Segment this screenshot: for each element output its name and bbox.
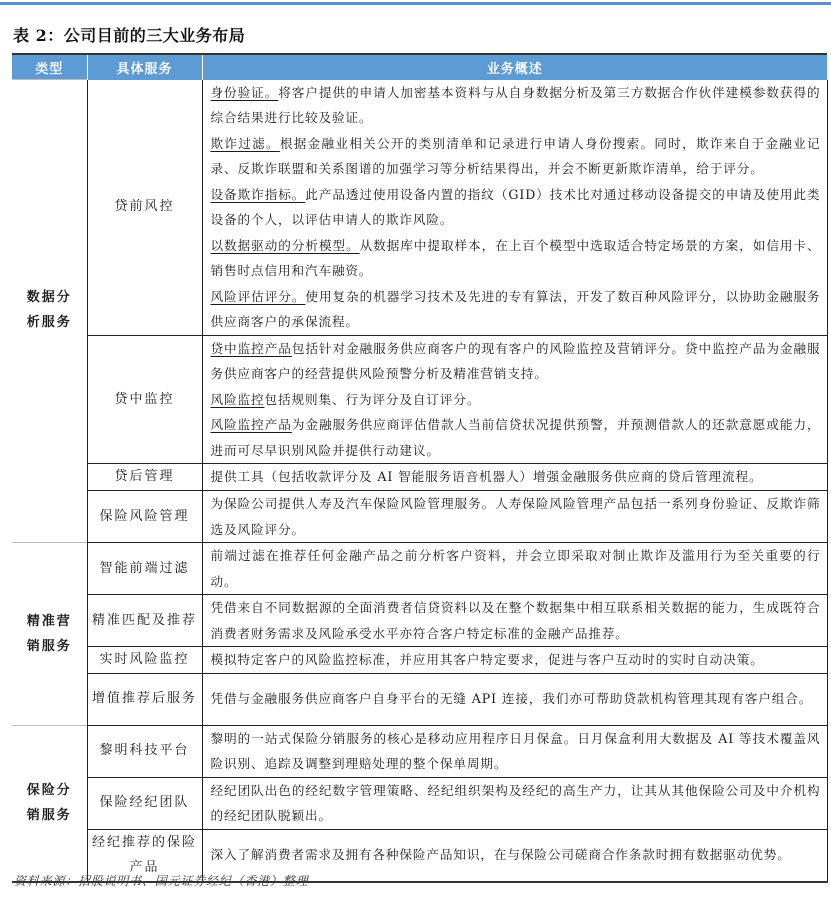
overview-text: 黎明的一站式保险分销服务的核心是移动应用程序日月保盒。日月保盒利用大数据及 AI 等技术覆盖风险识别、追踪及调整到理赔处理的整个保单周期。	[210, 730, 821, 771]
service-cell: 贷前风控	[87, 80, 202, 336]
table-header-row	[12, 54, 827, 80]
overview-lead-term: 风险监控	[210, 391, 265, 407]
service-cell: 贷中监控	[87, 335, 202, 464]
table-row	[12, 543, 827, 595]
overview-cell	[202, 777, 827, 829]
overview-text: 前端过滤在推荐任何金融产品之前分析客户资料，并会立即采取对制止欺诈及滥用行为至关重要的行动。	[210, 548, 821, 589]
overview-cell	[202, 673, 827, 725]
overview-text: 深入了解消费者需求及拥有各种保险产品知识，在与保险公司磋商合作条款时拥有数据驱动优势。	[210, 847, 791, 863]
overview-paragraph	[211, 412, 821, 463]
service-cell: 贷后管理	[87, 464, 202, 491]
service-cell: 黎明科技平台	[87, 725, 202, 777]
type-cell	[12, 543, 87, 726]
service-cell: 经纪推荐的保险产品	[87, 829, 202, 882]
overview-paragraph	[211, 284, 821, 335]
table-row	[12, 464, 827, 491]
overview-cell	[202, 595, 827, 647]
overview-text: 模拟特定客户的风险监控标准，并应用其客户特定要求，促进与客户互动时的实时自动决策。	[210, 652, 764, 667]
overview-paragraph	[211, 595, 821, 646]
overview-lead-term: 设备欺诈指标。	[210, 186, 306, 202]
table-body	[12, 80, 827, 882]
table-row	[12, 335, 827, 464]
header-overview: 业务概述	[202, 54, 827, 80]
overview-cell	[202, 725, 827, 777]
overview-paragraph	[211, 387, 821, 413]
overview-paragraph	[211, 647, 821, 673]
overview-text: 提供工具（包括收款评分及 AI 智能服务语音机器人）增强金融服务供应商的贷后管理流程。	[210, 469, 763, 485]
overview-text: 凭借与金融服务供应商客户自身平台的无缝 API 连接，我们亦可帮助贷款机构管理其现有客户组合。	[210, 691, 813, 707]
overview-cell	[202, 335, 827, 464]
overview-cell	[202, 491, 827, 543]
service-cell: 增值推荐后服务	[87, 673, 202, 725]
overview-lead-term: 身份验证。	[210, 84, 279, 100]
overview-paragraph	[211, 842, 821, 868]
overview-lead-term: 风险评估评分。	[210, 288, 306, 304]
service-cell: 实时风险监控	[87, 647, 202, 674]
overview-text: 凭借来自不同数据源的全面消费者信贷资料以及在整个数据集中相互联系相关数据的能力，生成既符合消费者财务需求及风险承受水平亦符合客户特定标准的金融产品推荐。	[210, 600, 821, 641]
overview-paragraph	[211, 778, 821, 829]
overview-paragraph	[211, 80, 821, 131]
overview-lead-term: 欺诈过滤。	[210, 135, 280, 151]
overview-paragraph	[211, 336, 821, 387]
type-label-line1: 保险分	[26, 783, 72, 798]
table-row	[12, 647, 827, 674]
table-row	[12, 595, 827, 647]
overview-text: 此产品透过使用设备内置的指纹（GID）技术比对通过移动设备提交的申请及使用此类设备的个人，以评估申请人的欺诈风险。	[210, 186, 821, 227]
business-layout-table	[12, 53, 828, 883]
overview-paragraph	[211, 491, 821, 542]
overview-text: 使用复杂的机器学习技术及先进的专有算法，开发了数百种风险评分，以协助金融服务供应商客户的承保流程。	[210, 288, 821, 329]
overview-cell	[202, 80, 827, 336]
overview-lead-term: 贷中监控产品	[210, 340, 292, 356]
table-title: 表 2：公司目前的三大业务布局	[13, 26, 246, 45]
type-cell	[12, 80, 87, 543]
service-cell: 保险经纪团队	[87, 777, 202, 829]
type-label-line1: 精准营	[26, 613, 72, 629]
overview-paragraph	[211, 726, 821, 777]
service-cell: 保险风险管理	[87, 491, 202, 543]
overview-cell	[202, 464, 827, 491]
overview-text: 包括针对金融服务供应商客户的现有客户的风险监控及营销评分。贷中监控产品为金融服务供应商客户的经营提供风险预警分析及精准营销支持。	[210, 340, 821, 381]
overview-text: 经纪团队出色的经纪数字管理策略、经纪组织架构及经纪的高生产力，让其从其他保险公司及中介机构的经纪团队脱颖出。	[210, 782, 821, 823]
overview-lead-term: 风险监控产品	[210, 417, 292, 432]
overview-text: 为金融服务供应商评估借款人当前信贷状况提供预警，并预测借款人的还款意愿或能力，进而可尽早识别风险并提供行动建议。	[210, 417, 821, 458]
overview-paragraph	[211, 233, 821, 284]
overview-paragraph	[211, 543, 821, 594]
type-label-line2: 析服务	[26, 315, 72, 330]
service-cell: 精准匹配及推荐	[87, 595, 202, 647]
overview-paragraph	[211, 182, 821, 233]
overview-paragraph	[211, 464, 821, 490]
overview-text: 包括规则集、行为评分及自订评分。	[264, 391, 481, 407]
table-row	[12, 777, 827, 829]
source-note: 资料来源：招股说明书、国元证券经纪（香港）整理	[14, 874, 309, 888]
header-type: 类型	[12, 54, 87, 80]
service-cell: 智能前端过滤	[87, 543, 202, 595]
top-rule	[0, 2, 831, 5]
table-row	[12, 673, 827, 725]
overview-text: 将客户提供的申请人加密基本资料与从自身数据分析及第三方数据合作伙伴建模参数获得的综合结果进行比较及验证。	[210, 84, 821, 125]
overview-paragraph	[211, 686, 821, 712]
overview-text: 根据金融业相关公开的类别清单和记录进行申请人身份搜索。同时，欺诈来自于金融业记录、反欺诈联盟和关系图谱的加强学习等分析结果得出，并会不断更新欺诈清单，给于评分。	[210, 135, 821, 176]
type-label-line2: 销服务	[26, 638, 72, 654]
overview-text: 从数据库中提取样本，在上百个模型中选取适合特定场景的方案，如信用卡、销售时点信用和汽车融资。	[210, 237, 821, 278]
type-label-line2: 销服务	[26, 808, 72, 823]
table-row	[12, 725, 827, 777]
overview-text: 为保险公司提供人寿及汽车保险风险管理服务。人寿保险风险管理产品包括一系列身份验证、反欺诈筛选及风险评分。	[210, 496, 821, 537]
table-row	[12, 80, 827, 336]
type-label-line1: 数据分	[26, 290, 72, 305]
type-cell	[12, 725, 87, 882]
overview-cell	[202, 647, 827, 674]
overview-paragraph	[211, 131, 821, 182]
table-row	[12, 491, 827, 543]
header-service: 具体服务	[87, 54, 202, 80]
overview-cell	[202, 543, 827, 595]
overview-lead-term: 以数据驱动的分析模型。	[210, 237, 360, 253]
